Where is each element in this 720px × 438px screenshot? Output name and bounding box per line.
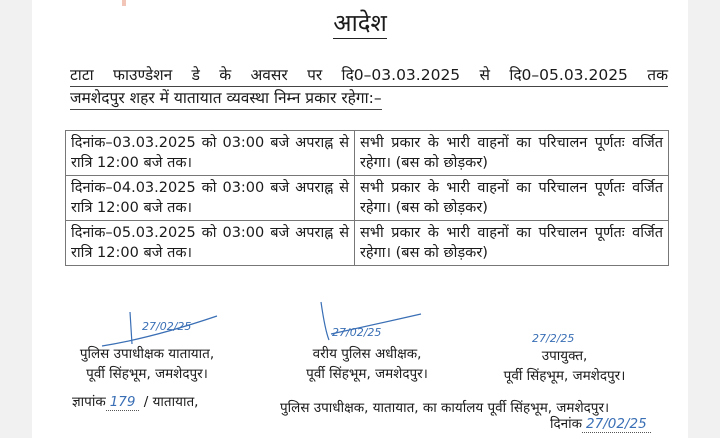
signatory-location: पूर्वी सिंहभूम, जमशेदपुर।	[86, 366, 208, 382]
document-page	[32, 0, 688, 438]
restriction-cell: सभी प्रकार के भारी वाहनों का परिचालन पूर्णतः वर्जित रहेगा। (बस को छोड़कर)	[355, 131, 669, 176]
ink-mark	[122, 0, 126, 6]
table-row	[66, 221, 669, 266]
signature-scribble-2	[317, 300, 427, 346]
table-row	[66, 176, 669, 221]
signatory-designation: वरीय पुलिस अधीक्षक,	[312, 346, 422, 362]
traffic-order-table	[65, 130, 669, 266]
office-line: पुलिस उपाधीक्षक, यातायात, का कार्यालय पूर्वी सिंहभूम, जमशेदपुर।	[280, 400, 610, 416]
signature-date-2: 27/02/25	[332, 326, 382, 339]
time-cell: दिनांक–03.03.2025 को 03:00 बजे अपराह्न से रात्रि 12:00 बजे तक।	[66, 131, 355, 176]
memo-number: ज्ञापांक 179 / यातायात,	[72, 394, 199, 410]
issue-date-value: 27/02/25	[582, 416, 651, 433]
page-title: आदेश	[333, 9, 387, 37]
memo-number-value: 179	[106, 394, 140, 411]
table-row	[66, 131, 669, 176]
restriction-cell: सभी प्रकार के भारी वाहनों का परिचालन पूर्णतः वर्जित रहेगा। (बस को छोड़कर)	[355, 176, 669, 221]
signatory-dsp-traffic	[52, 344, 242, 384]
time-cell: दिनांक–05.03.2025 को 03:00 बजे अपराह्न से रात्रि 12:00 बजे तक।	[66, 221, 355, 266]
restriction-cell: सभी प्रकार के भारी वाहनों का परिचालन पूर्णतः वर्जित रहेगा। (बस को छोड़कर)	[355, 221, 669, 266]
signatory-designation: पुलिस उपाधीक्षक यातायात,	[79, 346, 215, 362]
signatory-location: पूर्वी सिंहभूम, जमशेदपुर।	[306, 366, 428, 382]
signature-date-3: 27/2/25	[532, 332, 575, 345]
issue-date: दिनांक 27/02/25	[550, 414, 651, 434]
signatory-location: पूर्वी सिंहभूम, जमशेदपुर।	[503, 368, 626, 384]
intro-line-1: टाटा फाउण्डेशन डे के अवसर पर दि0–03.03.2025 से दि0–05.03.2025 तक	[70, 64, 668, 87]
signatory-deputy-commissioner	[477, 346, 652, 386]
signatory-ssp	[282, 344, 452, 384]
time-cell: दिनांक–04.03.2025 को 03:00 बजे अपराह्न से रात्रि 12:00 बजे तक।	[66, 176, 355, 221]
intro-line-2: जमशेदपुर शहर में यातायात व्यवस्था निम्न प्रकार रहेगा:–	[70, 87, 382, 110]
signatory-designation: उपायुक्त,	[541, 348, 588, 364]
intro-paragraph	[70, 64, 668, 110]
signature-date-1: 27/02/25	[142, 320, 192, 333]
